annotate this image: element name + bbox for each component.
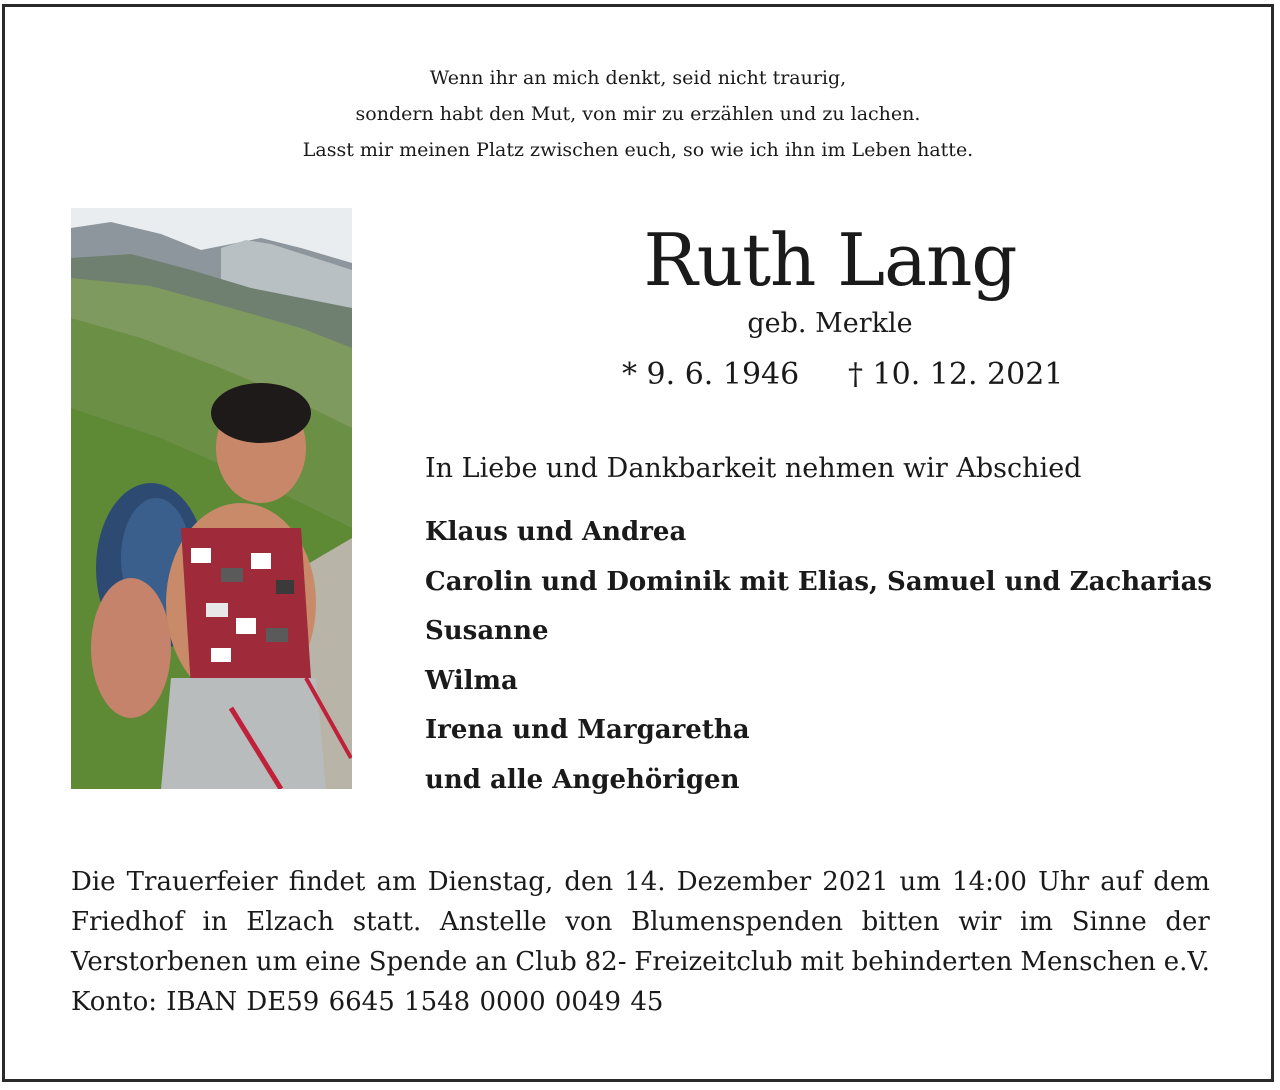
mourner-line: Susanne: [425, 616, 549, 647]
notice-line-2: Friedhof in Elzach statt. Anstelle von Blumenspenden bitten wir im Sinne der: [71, 907, 1210, 937]
mourner-line: Irena und Margaretha: [425, 715, 750, 746]
funeral-notice: [71, 862, 1210, 1022]
farewell-text: In Liebe und Dankbarkeit nehmen wir Abschied: [425, 453, 1082, 484]
death-date: † 10. 12. 2021: [848, 357, 1064, 392]
notice-line-1: Die Trauerfeier findet am Dienstag, den 14. Dezember 2021 um 14:00 Uhr auf dem: [71, 867, 1210, 897]
poem-line-3: Lasst mir meinen Platz zwischen euch, so wie ich ihn im Leben hatte.: [302, 139, 974, 161]
poem-line-2: sondern habt den Mut, von mir zu erzählen und zu lachen.: [355, 103, 921, 125]
portrait-photo: [71, 208, 352, 789]
poem: [0, 60, 1276, 168]
mourner-line: Carolin und Dominik mit Elias, Samuel und Zacharias: [425, 566, 1213, 597]
maiden-name: geb. Merkle: [747, 308, 913, 339]
notice-line-4: Konto: IBAN DE59 6645 1548 0000 0049 45: [71, 987, 664, 1017]
notice-line-3: Verstorbenen um eine Spende an Club 82- Freizeitclub mit behinderten Menschen e.V.: [71, 947, 1210, 977]
birth-date: * 9. 6. 1946: [622, 357, 800, 392]
deceased-name: Ruth Lang: [643, 218, 1017, 302]
mourner-line: und alle Angehörigen: [425, 764, 740, 795]
mourner-line: Wilma: [425, 665, 518, 696]
poem-line-1: Wenn ihr an mich denkt, seid nicht traurig,: [429, 67, 847, 89]
mourner-line: Klaus und Andrea: [425, 517, 687, 547]
mourners-list: [425, 508, 1212, 806]
